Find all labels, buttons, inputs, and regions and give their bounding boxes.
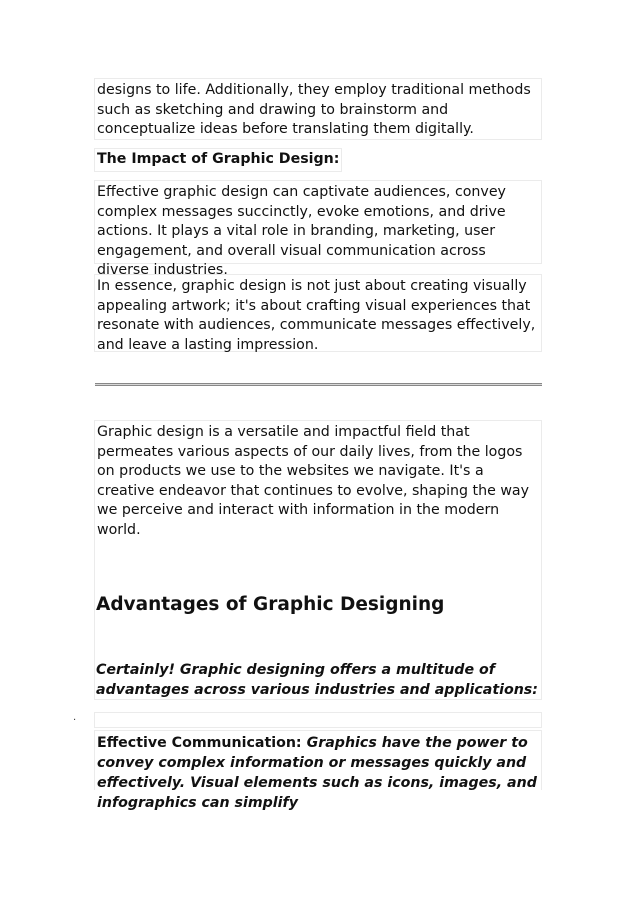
paragraph-box — [94, 180, 542, 278]
paragraph-box — [94, 274, 542, 352]
paragraph-box — [94, 420, 542, 700]
heading-impact: The Impact of Graphic Design: — [94, 148, 342, 172]
bullet-marker: . — [73, 712, 77, 723]
paragraph-certainly: Certainly! Graphic designing offers a multitude of advantages across various industries and applications: — [96, 662, 538, 698]
effective-communication-text: Graphics have the power to convey complex information or messages quickly and effectively. Visual elements such as icons, images, and infographics can simplify — [97, 735, 537, 811]
paragraph-design-tools: designs to life. Additionally, they employ traditional methods such as sketching and drawing to brainstorm and conceptualize ideas before translating them digitally. — [97, 82, 531, 137]
heading-advantages: Advantages of Graphic Designing — [96, 594, 445, 615]
empty-box — [94, 712, 542, 728]
paragraph-effective-communication — [97, 731, 539, 813]
effective-communication-lead: Effective Communication: — [97, 735, 302, 751]
horizontal-rule — [95, 383, 542, 386]
paragraph-versatile: Graphic design is a versatile and impactful field that permeates various aspects of our daily lives, from the logos on products we use to the websites we navigate. It's a creative endeavor that continues to evolve, shaping the way we perceive and interact with information in the modern world. — [97, 424, 530, 538]
paragraph-box — [94, 78, 542, 140]
paragraph-impact: Effective graphic design can captivate audiences, convey complex messages succinctly, evoke emotions, and drive actions. It plays a vital role in branding, marketing, user engagement, and overall visual communication across diverse industries. — [97, 184, 506, 278]
paragraph-essence: In essence, graphic design is not just about creating visually appealing artwork; it's about crafting visual experiences that resonate with audiences, communicate messages effectively, and leave a lasting impression. — [97, 278, 536, 353]
paragraph-box — [94, 730, 542, 811]
